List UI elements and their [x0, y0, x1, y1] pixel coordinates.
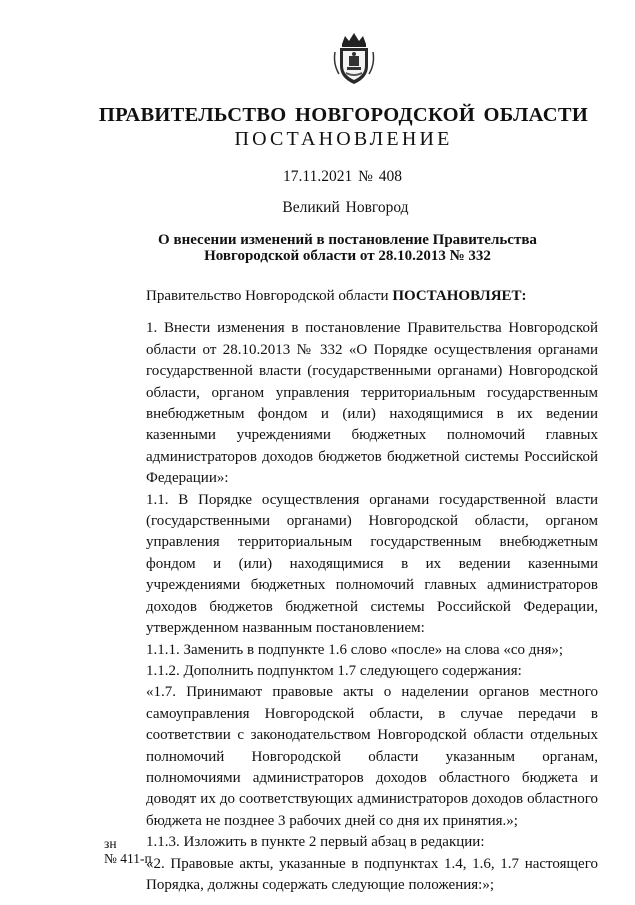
footer-reference: [104, 836, 152, 866]
subject-line-1: О внесении изменений в постановление Правительства: [158, 232, 537, 248]
paragraph-1-1-1: 1.1.1. Заменить в подпункте 1.6 слово «после» на слова «со дня»;: [146, 641, 564, 658]
city: Великий Новгород: [282, 199, 409, 216]
government-title: ПРАВИТЕЛЬСТВО НОВГОРОДСКОЙ ОБЛАСТИ: [98, 104, 589, 126]
lead-text: Правительство Новгородской области: [146, 288, 393, 304]
subject-line-2: Новгородской области от 28.10.2013 № 332: [204, 248, 491, 264]
paragraph-1-1-2: 1.1.2. Дополнить подпунктом 1.7 следующего содержания:: [146, 662, 522, 679]
coat-of-arms-icon: [332, 30, 376, 86]
footer-ref-number: № 411-п: [104, 851, 152, 866]
paragraph-1-1-3: 1.1.3. Изложить в пункте 2 первый абзац в редакции:: [146, 834, 485, 851]
paragraph-1-1: 1.1. В Порядке осуществления органами государственной власти (государственными органами) Новгородской области, органом управления территориальным государственным внебюджетным фондом и (или) находящимися в их ведении казенными учреждениями бюджетных полномочий главных администраторов доходов бюджетов бюджетной системы Российской Федерации, утвержденном названным постановлением:: [146, 491, 598, 637]
lead-keyword: ПОСТАНОВЛЯЕТ:: [392, 288, 527, 304]
document-type: ПОСТАНОВЛЕНИЕ: [234, 128, 453, 150]
lead-paragraph: [146, 286, 598, 307]
date-and-number: 17.11.2021 № 408: [283, 168, 402, 185]
paragraph-1: 1. Внести изменения в постановление Правительства Новгородской области от 28.10.2013 № 332 «О Порядке осуществления органами государственной власти (государственными органами) Новгородской области, органом управления территориальным государственным внебюджетным фондом и (или) находящимися в их ведении казенными учреждениями бюджетных полномочий главных администраторов доходов бюджетов бюджетной системы Российской Федерации»:: [146, 320, 598, 487]
paragraph-2-quote: «2. Правовые акты, указанные в подпунктах 1.4, 1.6, 1.7 настоящего Порядка, должны содержать следующие положения:»;: [146, 855, 598, 893]
document-body: [146, 286, 598, 896]
document-subject: [30, 232, 635, 264]
paragraph-1-7-quote: «1.7. Принимают правовые акты о наделении органов местного самоуправления Новгородской области, в случае передачи в соответствии с законодательством Новгородской области отдельных полномочий Новгородской области указанным органам, полномочиями администраторов доходов областного бюджета и доводят их до соответствующих администраторов доходов областного бюджета не позднее 3 рабочих дней со дня их принятия.»;: [146, 684, 598, 829]
footer-initials: зн: [104, 836, 117, 851]
